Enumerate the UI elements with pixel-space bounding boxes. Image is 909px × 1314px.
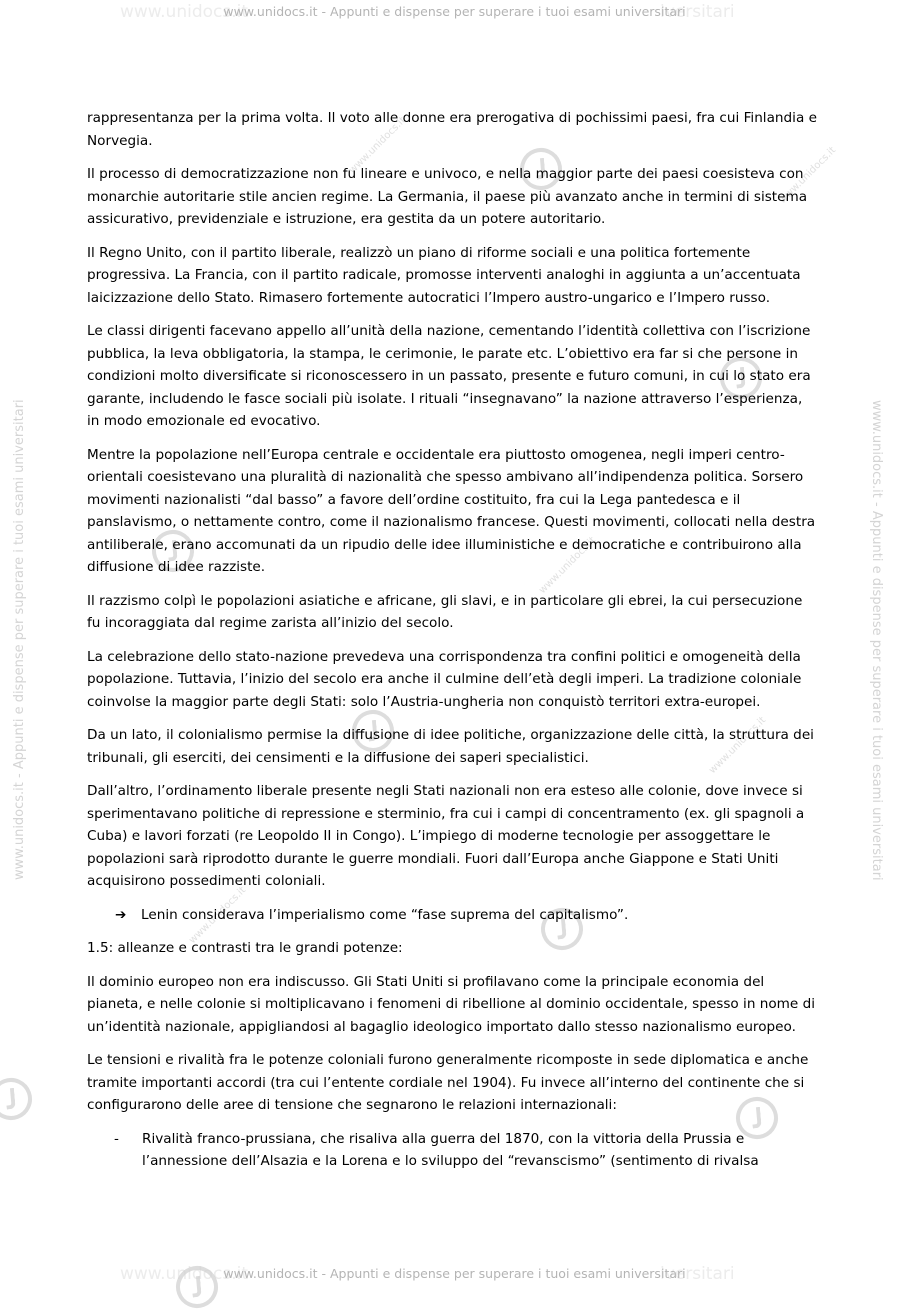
- diagonal-watermark: www.unidocs.it: [347, 114, 409, 177]
- footer-watermark: www.unidocs.it - Appunti e dispense per superare i tuoi esami universitari: [223, 1266, 686, 1281]
- dash-list-item-text: Rivalità franco-prussiana, che risaliva alla guerra del 1870, con la vittoria della Prussia e l’annessione dell’Alsazia e la Lorena e lo sviluppo del “revanscismo” (sentimento di rivalsa: [142, 1130, 759, 1169]
- diagonal-watermark: www.unidocs.it: [777, 144, 839, 207]
- paragraph: Le tensioni e rivalità fra le potenze coloniali furono generalmente ricomposte in sede diplomatica e anche tramite importanti accordi (tra cui l’entente cordiale nel 1904). Fu invece all’interno del continente che si configurarono delle aree di tensione che segnarono le relazioni internazionali:: [87, 1052, 809, 1113]
- dash-bullet: -: [114, 1130, 119, 1147]
- paragraph: Da un lato, il colonialismo permise la diffusione di idee politiche, organizzazione delle città, la struttura dei tribunali, gli eserciti, dei censimenti e la diffusione dei saperi specialistici.: [87, 727, 814, 766]
- unidocs-logo-icon: [0, 1072, 38, 1126]
- paragraph: Il Regno Unito, con il partito liberale, realizzò un piano di riforme sociali e una politica fortemente progressiva. La Francia, con il partito radicale, promosse interventi analoghi in aggiunta a un’accentuata laicizzazione dello Stato. Rimasero fortemente autocratici l’Impero austro-ungarico e l’Impero russo.: [87, 244, 801, 306]
- paragraph: Il processo di democratizzazione non fu lineare e univoco, e nella maggior parte dei paesi coesisteva con monarchie autoritarie stile ancien regime. La Germania, il paese più avanzato anche in termini di sistema assicurativo, previdenziale e istruzione, era gestita da un potere autoritario.: [87, 166, 808, 227]
- diagonal-watermark: www.unidocs.it: [537, 534, 599, 597]
- diagonal-watermark: www.unidocs.it: [187, 884, 249, 947]
- paragraph: Dall’altro, l’ordinamento liberale presente negli Stati nazionali non era esteso alle colonie, dove invece si sperimentavano politiche di repressione e sterminio, fra cui i campi di concentramento (ex. gli spagnoli a Cuba) e lavori forzati (re Leopoldo II in Congo). L’impiego di moderne tecnologie per assoggettare le popolazioni sarà riprodotto durante le guerre mondiali. Fuori dall’Europa anche Giappone e Stati Uniti acquisirono possedimenti coloniali.: [87, 783, 805, 889]
- watermark-ghost-header: www.unidocs.it: [120, 2, 249, 22]
- paragraph: Il dominio europeo non era indiscusso. Gli Stati Uniti si profilavano come la principale economia del pianeta, e nelle colonie si moltiplicavano i fenomeni di ribellione al dominio occidentale, spesso in nome di un’identità nazionale, appigliandosi al bagaglio ideologico importato dallo stesso nazionalismo europeo.: [87, 973, 816, 1035]
- side-watermark-left: www.unidocs.it - Appunti e dispense per superare i tuoi esami universitari: [12, 399, 27, 880]
- section-heading: 1.5: alleanze e contrasti tra le grandi potenze:: [87, 940, 403, 956]
- watermark-ghost-header-right: iversitari: [660, 2, 735, 22]
- paragraph: La celebrazione dello stato-nazione prevedeva una corrispondenza tra confini politici e omogeneità della popolazione. Tuttavia, l’inizio del secolo era anche il culmine dell’età degli imperi. La tradizione coloniale coinvolse la maggior parte degli Stati: solo l’Austria-ungheria non conquistò territori extra-europei.: [87, 648, 802, 710]
- arrow-list-item-text: Lenin considerava l’imperialismo come “fase suprema del capitalismo”.: [141, 906, 629, 923]
- arrow-list-item: [87, 904, 817, 927]
- arrow-right-icon: ➔: [115, 906, 127, 923]
- header-watermark: www.unidocs.it - Appunti e dispense per superare i tuoi esami universitari: [223, 4, 686, 19]
- dash-list-item: [87, 1128, 817, 1173]
- paragraph: rappresentanza per la prima volta. Il voto alle donne era prerogativa di pochissimi paesi, fra cui Finlandia e Norvegia.: [87, 110, 817, 149]
- paragraph: Il razzismo colpì le popolazioni asiatiche e africane, gli slavi, e in particolare gli ebrei, la cui persecuzione fu incoraggiata dal regime zarista all’inizio del secolo.: [87, 592, 803, 631]
- document-body: [87, 107, 817, 1184]
- side-watermark-right: www.unidocs.it - Appunti e dispense per superare i tuoi esami universitari: [869, 400, 884, 881]
- watermark-ghost-footer-right: iversitari: [660, 1264, 735, 1284]
- paragraph: Mentre la popolazione nell’Europa centrale e occidentale era piuttosto omogenea, negli imperi centro-orientali coesistevano una pluralità di nazionalità che spesso ambivano all’indipendenza politica. Sorsero movimenti nazionalisti “dal basso” a favore dell’ordine costituito, fra cui la Lega pantedesca e il panslavismo, o nettamente contro, come il nazionalismo francese. Questi movimenti, collocati nella destra antiliberale, erano accomunati da un ripudio delle idee illuministiche e democratiche e contribuirono alla diffusione di idee razziste.: [87, 446, 816, 575]
- diagonal-watermark: www.unidocs.it: [707, 714, 769, 777]
- paragraph: Le classi dirigenti facevano appello all’unità della nazione, cementando l’identità collettiva con l’iscrizione pubblica, la leva obbligatoria, la stampa, le cerimonie, le parate etc. L’obiettivo era far si che persone in condizioni molto diversificate si riconoscessero in un passato, presente e futuro comuni, in cui lo stato era garante, includendo le fasce sociali più isolate. I rituali “insegnavano” la nazione attraverso l’esperienza, in modo emozionale ed evocativo.: [87, 323, 811, 429]
- watermark-ghost-footer: www.unidocs.it: [120, 1264, 249, 1284]
